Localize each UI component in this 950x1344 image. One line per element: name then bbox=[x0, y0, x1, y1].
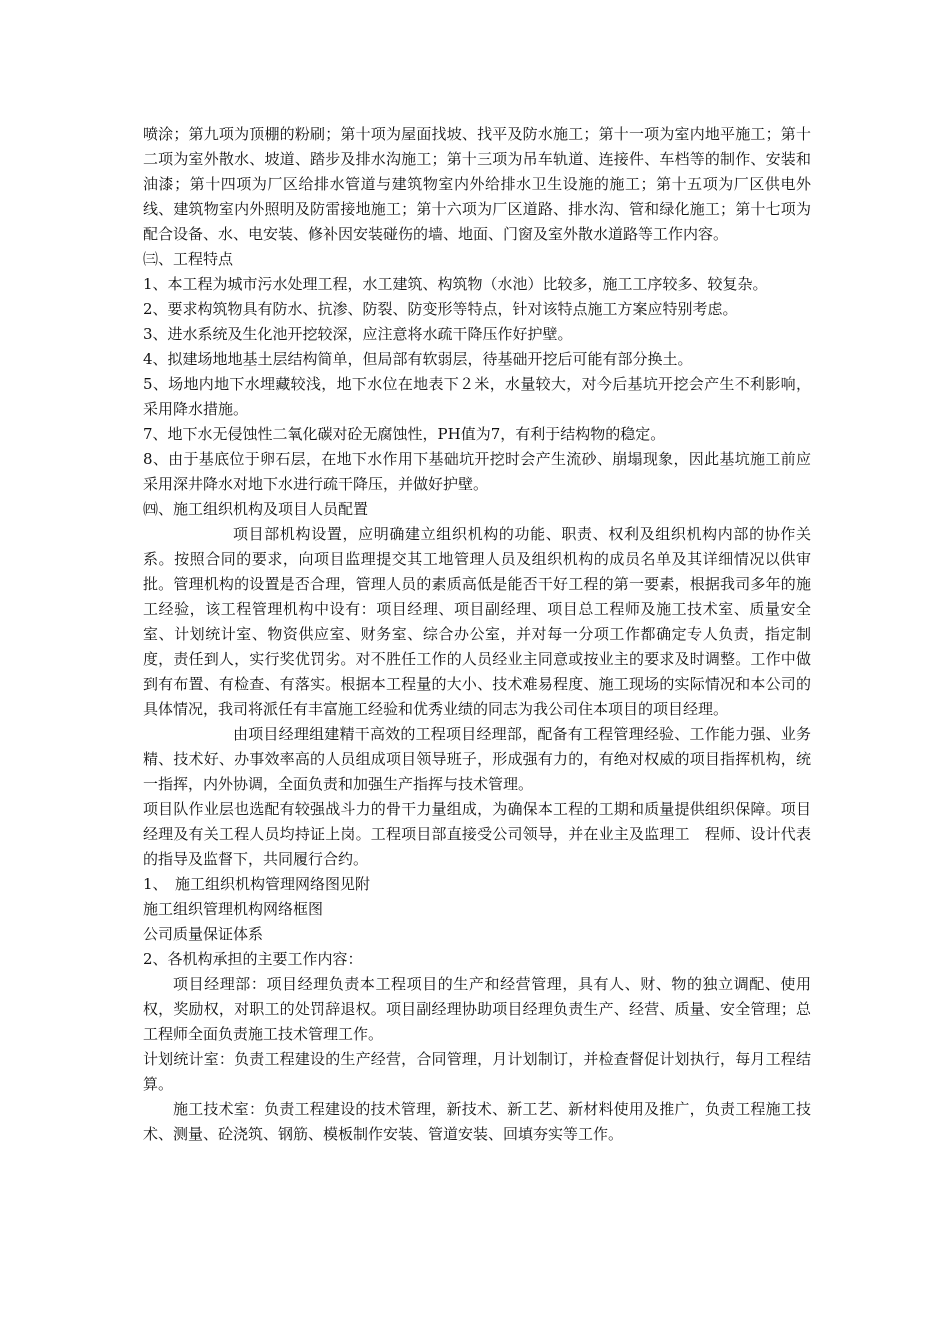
feature-item-1: 1、本工程为城市污水处理工程，水工建筑、构筑物（水池）比较多，施工工序较多、较复杂。 bbox=[143, 275, 768, 293]
paragraph-project-manager-department: 由项目经理组建精干高效的工程项目经理部，配备有工程管理经验、工作能力强、业务精、技术好、办事效率高的人员组成项目领导班子，形成强有力的，有绝对权威的项目指挥机构，统一指挥，内外协调，全面负责和加强生产指挥与技术管理。 bbox=[143, 725, 811, 793]
document-page bbox=[143, 122, 811, 1147]
feature-item-7: 7、地下水无侵蚀性二氧化碳对砼无腐蚀性，PH值为7，有利于结构物的稳定。 bbox=[143, 425, 666, 443]
paragraph-operation-layer: 项目队作业层也选配有较强战斗力的骨干力量组成，为确保本工程的工期和质量提供组织保障。项目经理及有关工程人员均持证上岗。工程项目部直接受公司领导，并在业主及监理工 程师、设计代表的指导及监督下，共同履行合约。 bbox=[143, 800, 811, 868]
list-item-org-network-chart: 1、 施工组织机构管理网络图见附 bbox=[143, 875, 371, 893]
paragraph-department-setup: 项目部机构设置，应明确建立组织机构的功能、职责、权利及组织机构内部的协作关系。按照合同的要求，向项目监理提交其工地管理人员及组织机构的成员名单及其详细情况以供审批。管理机构的设置是否合理，管理人员的素质高低是能否干好工程的第一要素，根据我司多年的施工经验，该工程管理机构中设有：项目经理、项目副经理、项目总工程师及施工技术室、质量安全室、计划统计室、物资供应室、财务室、综合办公室，并对每一分项工作都确定专人负责，指定制度，责任到人，实行奖优罚劣。对不胜任工作的人员经业主同意或按业主的要求及时调整。工作中做到有布置、有检查、有落实。根据本工程量的大小、技术难易程度、施工现场的实际情况和本公司的具体情况，我司将派任有丰富施工经验和优秀业绩的同志为我公司住本项目的项目经理。 bbox=[143, 525, 811, 718]
feature-item-8: 8、由于基底位于卵石层，在地下水作用下基础坑开挖时会产生流砂、崩塌现象，因此基坑施工前应采用深井降水对地下水进行疏干降压，并做好护壁。 bbox=[143, 450, 811, 493]
section-heading-organization: ㈣、施工组织机构及项目人员配置 bbox=[143, 500, 369, 518]
caption-quality-system: 公司质量保证体系 bbox=[143, 925, 264, 943]
paragraph-technical-office-duties: 施工技术室：负责工程建设的技术管理，新技术、新工艺、新材料使用及推广，负责工程施工技术、测量、砼浇筑、钢筋、模板制作安装、管道安装、回填夯实等工作。 bbox=[143, 1100, 811, 1143]
paragraph-planning-office-duties: 计划统计室：负责工程建设的生产经营，合同管理，月计划制订，并检查督促计划执行，每月工程结算。 bbox=[143, 1050, 811, 1093]
paragraph-project-manager-duties: 项目经理部：项目经理负责本工程项目的生产和经营管理，具有人、财、物的独立调配、使用权，奖励权，对职工的处罚辞退权。项目副经理协助项目经理负责生产、经营、质量、安全管理；总工程师全面负责施工技术管理工作。 bbox=[143, 975, 811, 1043]
list-item-responsibilities: 2、各机构承担的主要工作内容： bbox=[143, 950, 363, 968]
caption-org-network-diagram: 施工组织管理机构网络框图 bbox=[143, 900, 324, 918]
feature-item-5: 5、场地内地下水埋藏较浅，地下水位在地表下２米，水量较大，对今后基坑开挖会产生不利影响，采用降水措施。 bbox=[143, 375, 811, 418]
section-heading-project-features: ㈢、工程特点 bbox=[143, 250, 234, 268]
feature-item-4: 4、拟建场地地基土层结构简单，但局部有软弱层，待基础开挖后可能有部分换土。 bbox=[143, 350, 693, 368]
feature-item-3: 3、进水系统及生化池开挖较深，应注意将水疏干降压作好护壁。 bbox=[143, 325, 573, 343]
paragraph-construction-items: 喷涂；第九项为顶棚的粉刷；第十项为屋面找坡、找平及防水施工；第十一项为室内地平施工；第十二项为室外散水、坡道、踏步及排水沟施工；第十三项为吊车轨道、连接件、车档等的制作、安装和油漆；第十四项为厂区给排水管道与建筑物室内外给排水卫生设施的施工；第十五项为厂区供电外线、建筑物室内外照明及防雷接地施工；第十六项为厂区道路、排水沟、管和绿化施工；第十七项为配合设备、水、电安装、修补因安装碰伤的墙、地面、门窗及室外散水道路等工作内容。 bbox=[143, 125, 811, 243]
feature-item-2: 2、要求构筑物具有防水、抗渗、防裂、防变形等特点，针对该特点施工方案应特别考虑。 bbox=[143, 300, 738, 318]
